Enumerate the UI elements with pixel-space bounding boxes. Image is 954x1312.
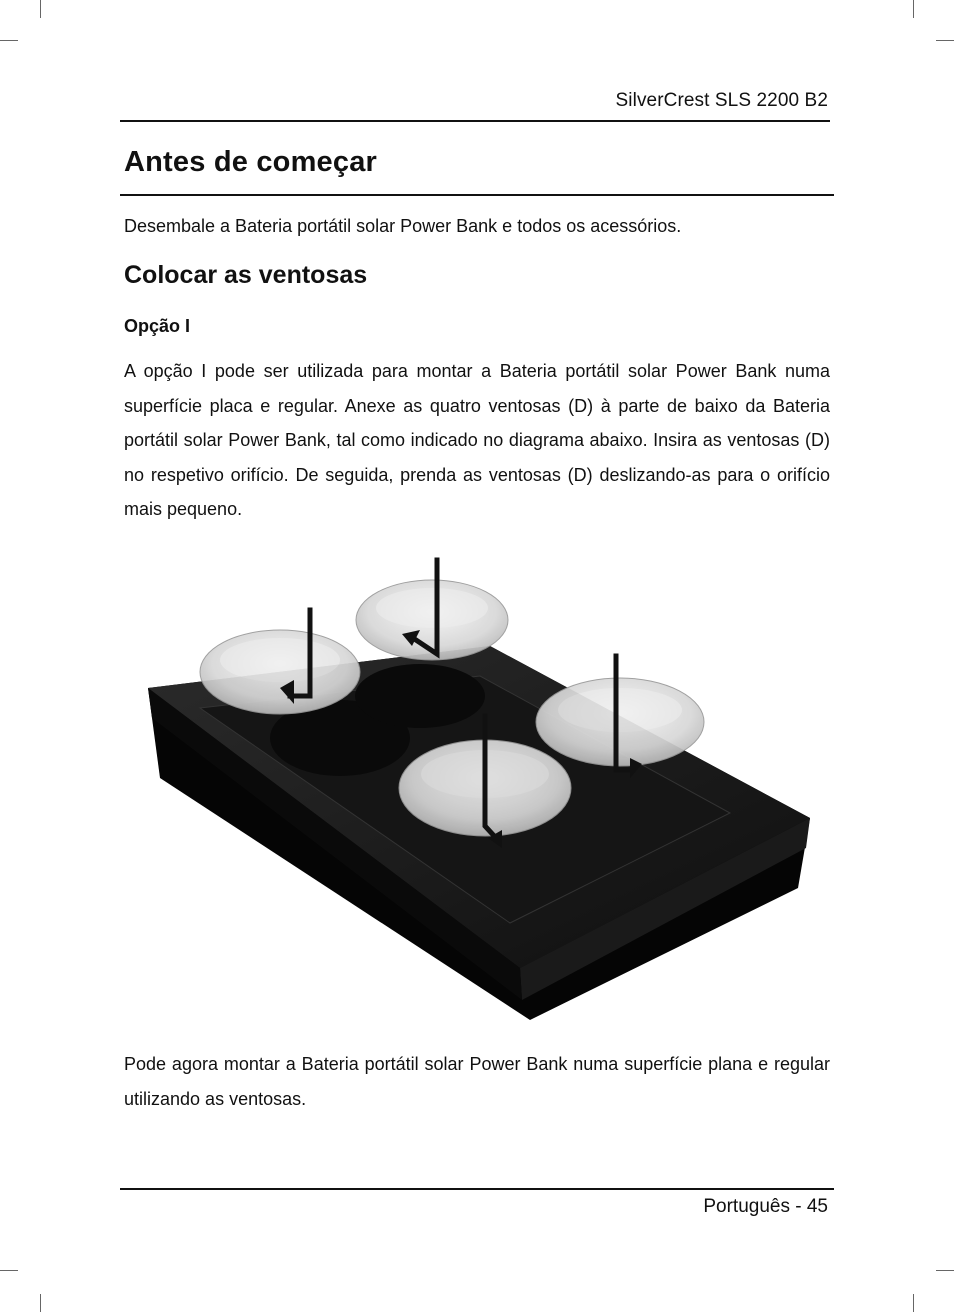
closing-paragraph: Pode agora montar a Bateria portátil solar Power Bank numa superfície plana e regular utilizando as ventosas. — [124, 1054, 830, 1109]
title-rule — [120, 194, 834, 196]
header-rule — [120, 120, 830, 122]
crop-mark — [936, 1270, 954, 1271]
power-bank-illustration — [130, 548, 820, 1032]
page-number: Português - 45 — [703, 1196, 828, 1217]
crop-mark — [936, 40, 954, 41]
footer-rule — [120, 1188, 834, 1190]
page-title: Antes de começar — [124, 146, 378, 178]
crop-mark — [913, 1294, 914, 1312]
crop-mark — [40, 0, 41, 18]
crop-mark — [0, 1270, 18, 1271]
crop-mark — [0, 40, 18, 41]
section-heading: Colocar as ventosas — [124, 261, 368, 289]
running-header: SilverCrest SLS 2200 B2 — [615, 90, 828, 111]
option-heading: Opção I — [124, 316, 191, 336]
intro-text: Desembale a Bateria portátil solar Power Bank e todos os acessórios. — [124, 216, 682, 236]
crop-mark — [40, 1294, 41, 1312]
crop-mark — [913, 0, 914, 18]
instructions-paragraph: A opção I pode ser utilizada para montar a Bateria portátil solar Power Bank numa superfície placa e regular. Anexe as quatro ventosas (D) à parte de baixo da Bateria portátil solar Power Bank, tal como indicado no diagrama abaixo. Insira as ventosas (D) no respetivo orifício. De seguida, prenda as ventosas (D) deslizando-as para o orifício mais pequeno. — [124, 361, 830, 519]
